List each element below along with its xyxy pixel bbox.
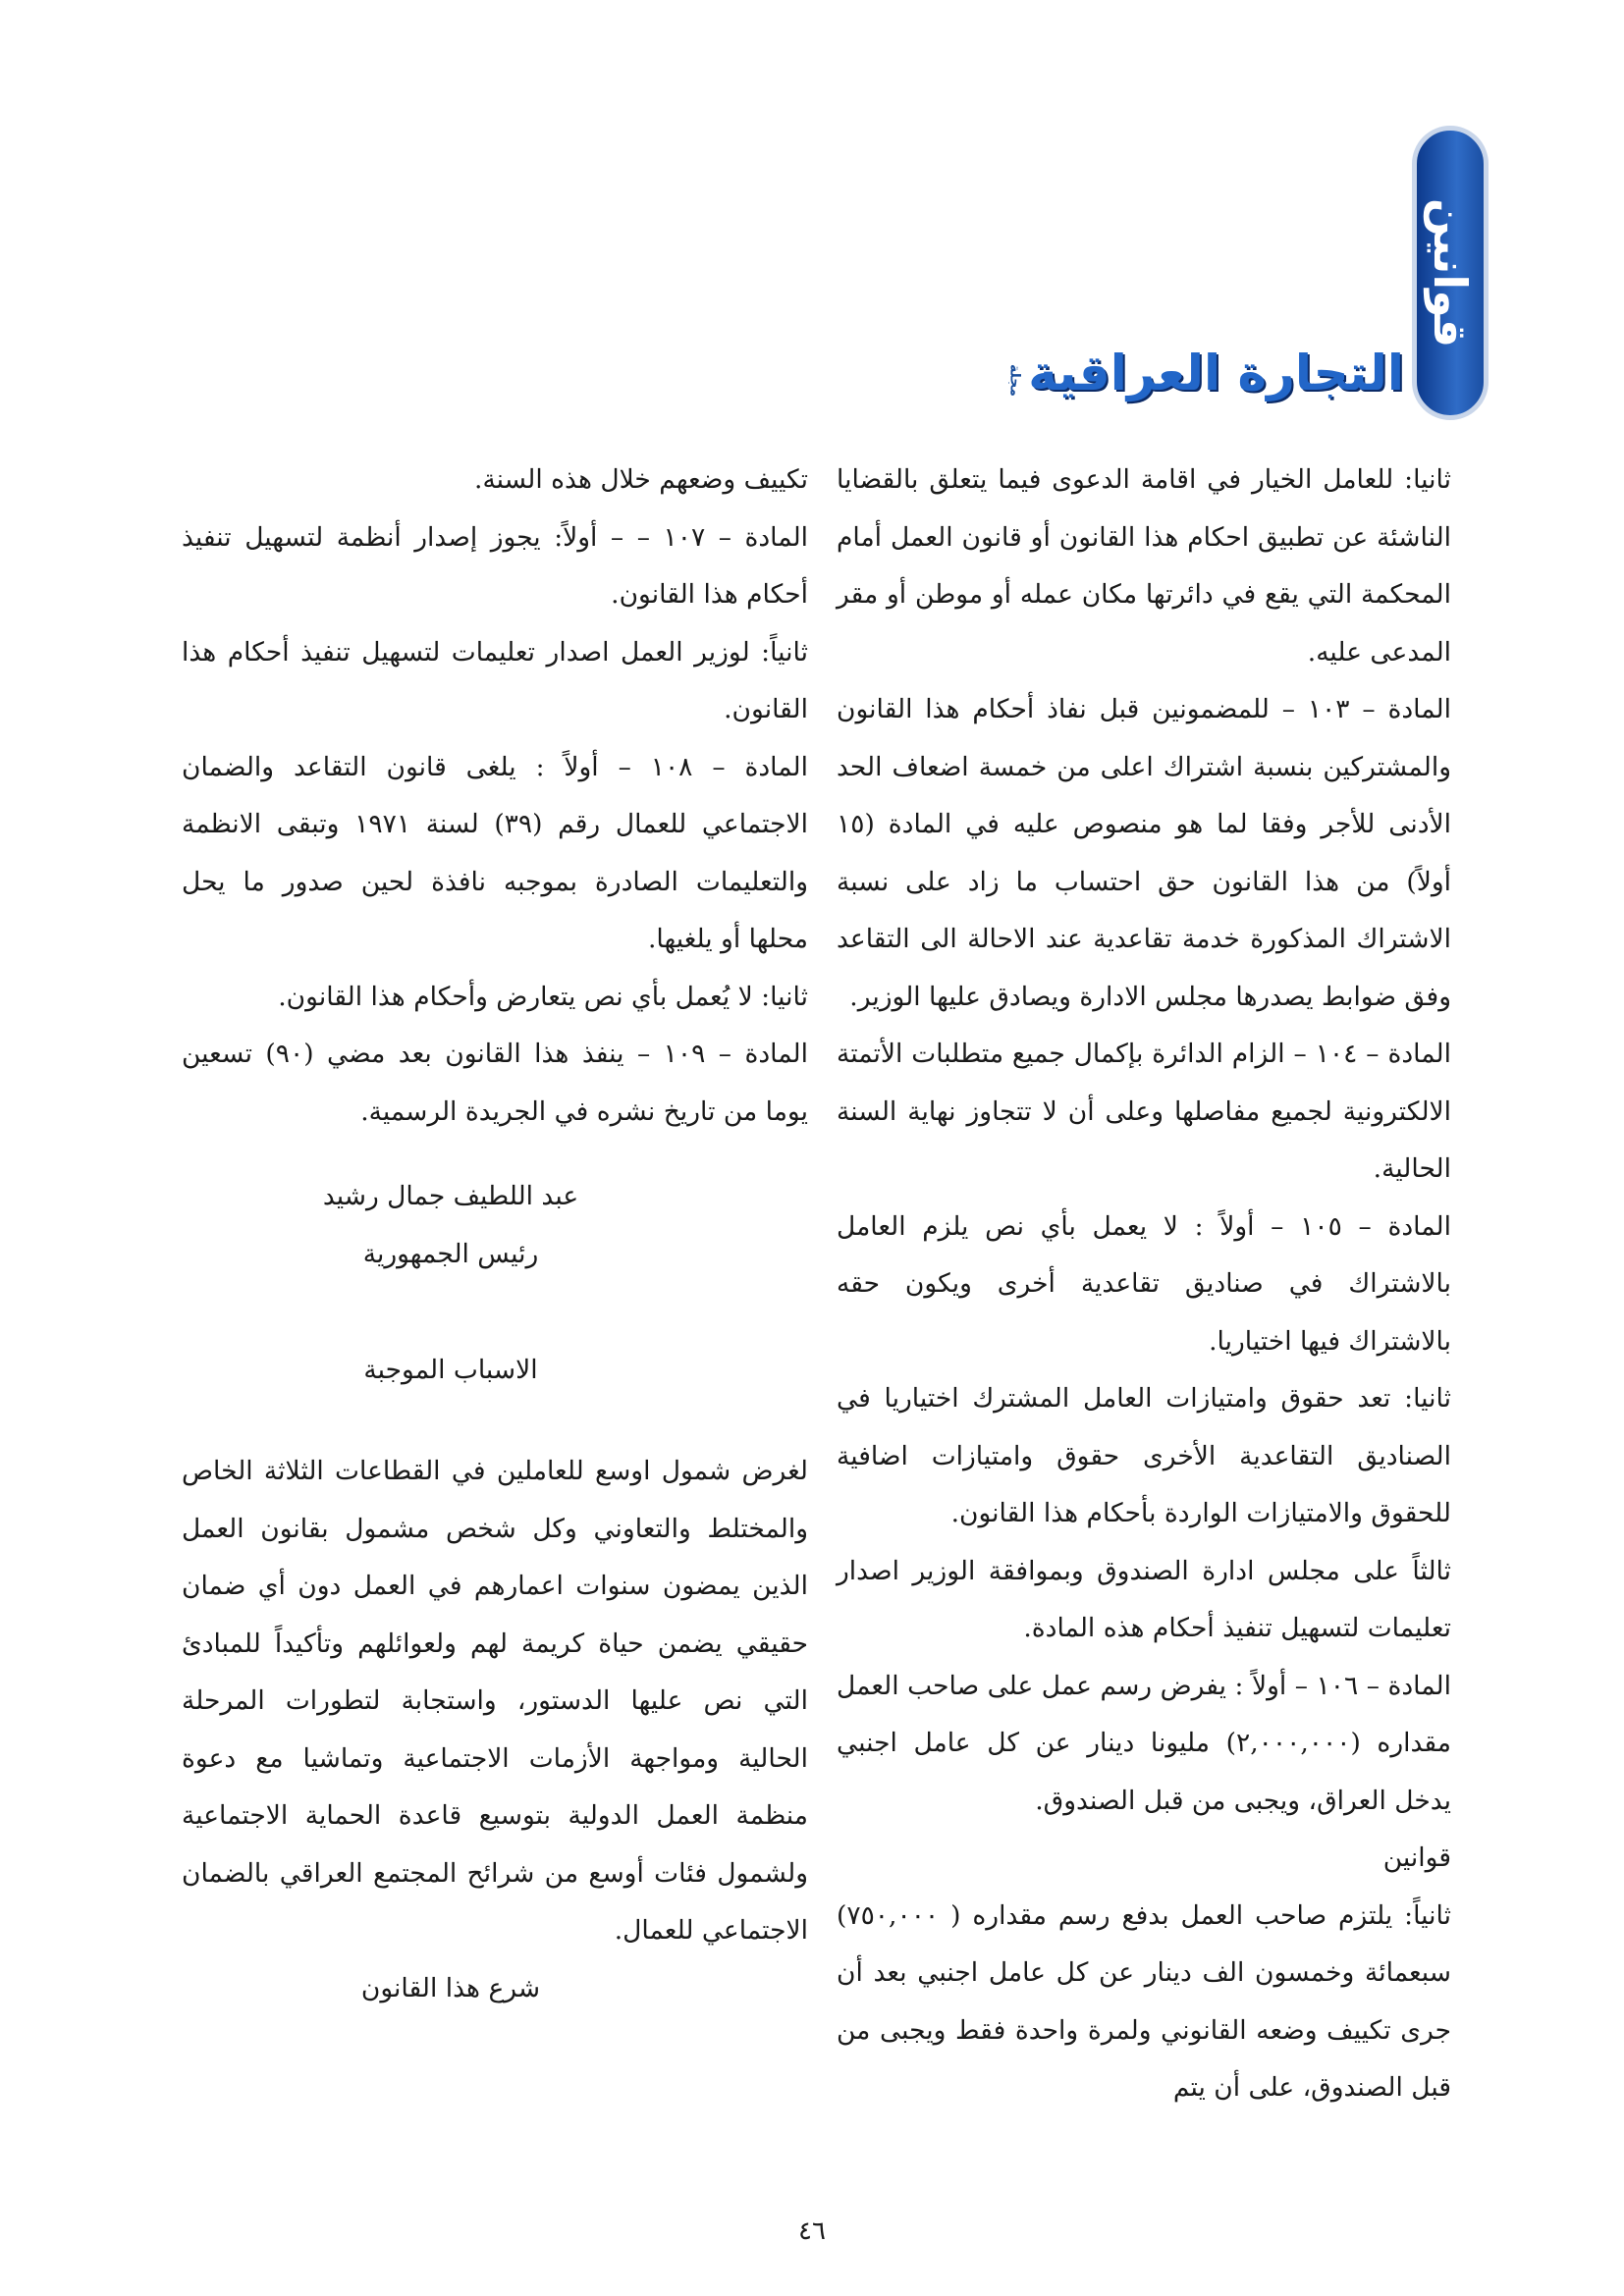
paragraph: تكييف وضعهم خلال هذه السنة.	[474, 464, 808, 495]
magazine-label: مجلة	[1006, 364, 1023, 397]
paragraph: المادة – ١٠٩ – ينفذ هذا القانون بعد مضي (٩٠) تسعين يوما من تاريخ نشره في الجريدة الرسمية.	[182, 1039, 808, 1127]
paragraph: المادة – ١٠٨ – أولاً : يلغى قانون التقاعد والضمان الاجتماعي للعمال رقم (٣٩) لسنة ١٩٧١ وتبقى الانظمة والتعليمات الصادرة بموجبه نافذة لحين صدور ما يحل محلها أو يلغيها.	[182, 751, 808, 954]
reasons-section	[182, 1443, 808, 2017]
left-column	[182, 452, 808, 1141]
signature-block	[182, 1168, 808, 1400]
paragraph: المادة – ١٠٧ – – أولاً: يجوز إصدار أنظمة لتسهيل تنفيذ أحكام هذا القانون.	[182, 521, 809, 610]
paragraph: ثانيا: لا يُعمل بأي نص يتعارض وأحكام هذا القانون.	[278, 981, 808, 1012]
paragraph: المادة – ١٠٦ – أولاً : يفرض رسم عمل على صاحب العمل مقداره (٢,٠٠٠,٠٠٠) مليونا دينار عن كل عامل اجنبي يدخل العراق، ويجبى من قبل الصندوق.	[837, 1670, 1451, 1816]
reasons-paragraph: لغرض شمول اوسع للعاملين في القطاعات الثلاثة الخاص والمختلط والتعاوني وكل شخص مشمول بقانون العمل الذين يمضون سنوات اعمارهم في العمل دون أي ضمان حقيقي يضمن حياة كريمة لهم ولعوائلهم وتأكيداً للمبادئ التي نص عليها الدستور، واستجابة لتطورات المرحلة الحالية ومواجهة الأزمات الاجتماعية وتماشيا مع دعوة منظمة العمل الدولية بتوسيع قاعدة الحماية الاجتماعية ولشمول فئات أوسع من شرائح المجتمع العراقي بالضمان الاجتماعي للعمال.	[182, 1456, 808, 1946]
paragraph: المادة – ١٠٥ – أولاً : لا يعمل بأي نص يلزم العامل بالاشتراك في صناديق تقاعدية أخرى ويكون حقه بالاشتراك فيها اختياريا.	[837, 1210, 1451, 1357]
paragraph: ثانياً: لوزير العمل اصدار تعليمات لتسهيل تنفيذ أحكام هذا القانون.	[182, 636, 808, 724]
section-tab	[1412, 126, 1489, 420]
paragraph: ثانيا: للعامل الخيار في اقامة الدعوى فيما يتعلق بالقضايا الناشئة عن تطبيق احكام هذا القانون أو قانون العمل أمام المحكمة التي يقع في دائرتها مكان عمله أو موطن أو مقر المدعى عليه.	[837, 464, 1451, 667]
magazine-logo	[1006, 334, 1404, 402]
page-number: ٤٦	[798, 2216, 826, 2246]
right-column	[837, 452, 1451, 2117]
magazine-title: التجارة العراقية	[1028, 345, 1404, 401]
section-tab-label: قوانين	[1424, 197, 1477, 348]
signatory-title: رئيس الجمهورية	[362, 1238, 539, 1269]
reasons-heading: الاسباب الموجبة	[363, 1355, 538, 1385]
reasons-closing: شرع هذا القانون	[360, 1972, 541, 2003]
paragraph: المادة – ١٠٤ – الزام الدائرة بإكمال جميع متطلبات الأتمتة الالكترونية لجميع مفاصلها وعلى أن لا تتجاوز نهاية السنة الحالية.	[837, 1039, 1451, 1184]
running-label: قوانين	[1382, 1842, 1451, 1873]
paragraph: ثانياً: يلتزم صاحب العمل بدفع رسم مقداره ( ٧٥٠,٠٠٠) سبعمائة وخمسون الف دينار عن كل عامل اجنبي بعد أن جرى تكييف وضعه القانوني ولمرة واحدة فقط ويجبى من قبل الصندوق، على أن يتم	[837, 1899, 1451, 2103]
paragraph: ثانيا: تعد حقوق وامتيازات العامل المشترك اختياريا في الصناديق التقاعدية الأخرى حقوق وامتيازات اضافية للحقوق والامتيازات الواردة بأحكام هذا القانون.	[837, 1383, 1451, 1528]
paragraph: ثالثاً على مجلس ادارة الصندوق وبموافقة الوزير اصدار تعليمات لتسهيل تنفيذ أحكام هذه المادة.	[837, 1555, 1451, 1643]
paragraph: المادة – ١٠٣ – للمضمونين قبل نفاذ أحكام هذا القانون والمشتركين بنسبة اشتراك اعلى من خمسة اضعاف الحد الأدنى للأجر وفقا لما هو منصوص عليه في المادة (١٥ أولاً) من هذا القانون حق احتساب ما زاد على نسبة الاشتراك المذكورة خدمة تقاعدية عند الاحالة الى التقاعد وفق ضوابط يصدرها مجلس الادارة ويصادق عليها الوزير.	[837, 694, 1451, 1012]
signatory-name: عبد اللطيف جمال رشيد	[322, 1181, 579, 1211]
